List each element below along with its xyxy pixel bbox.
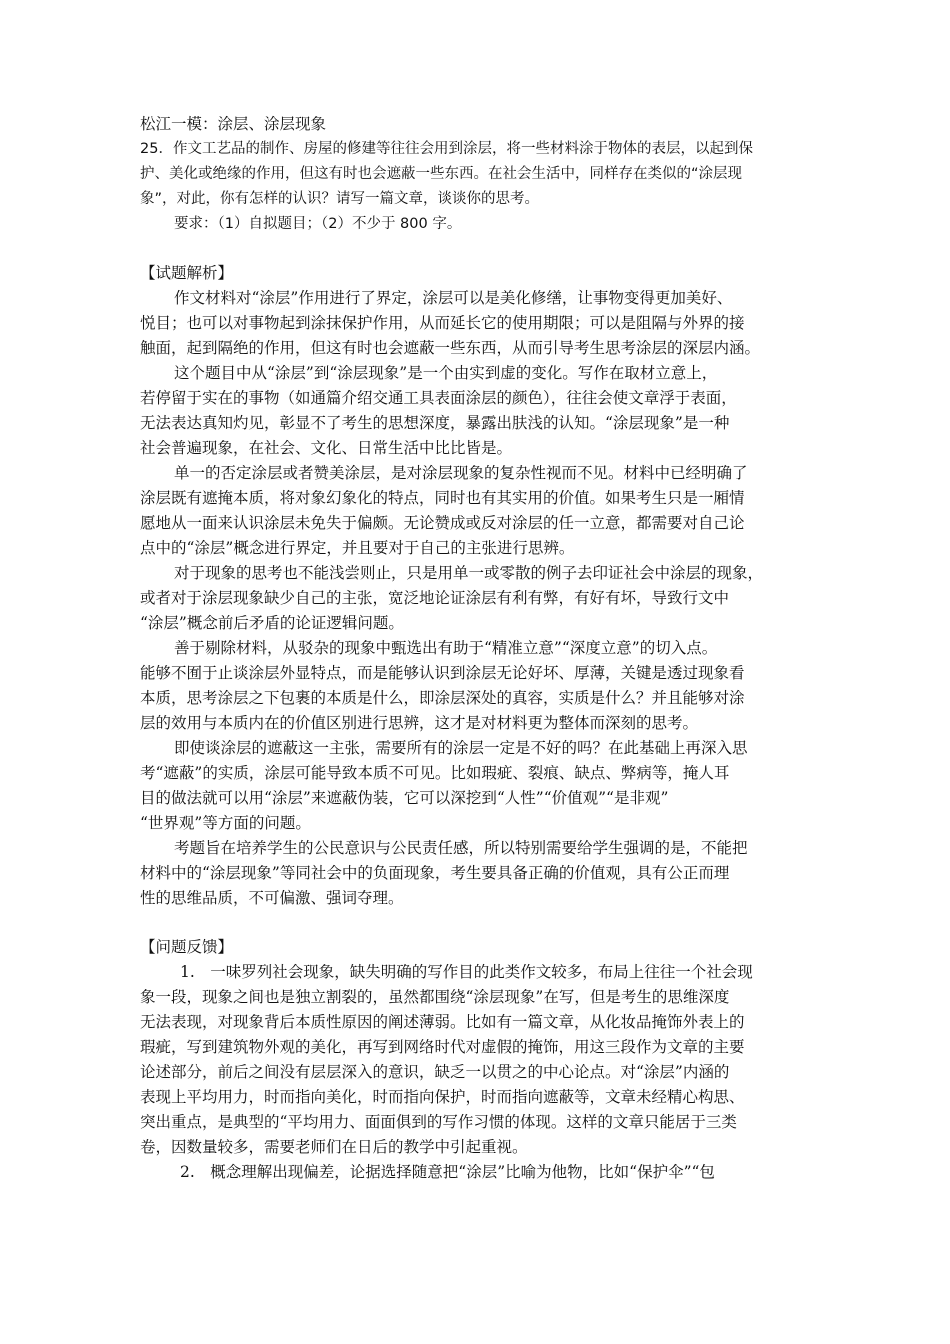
- paragraph-line: “涂层”概念前后矛盾的论证逻辑问题。: [140, 614, 404, 632]
- paragraph-line: 性的思维品质，不可偏激、强词夺理。: [140, 889, 404, 907]
- analysis-paragraph-7: [140, 836, 820, 911]
- paragraph-line: 涂层既有遮掩本质，将对象幻象化的特点，同时也有其实用的价值。如果考生只是一厢情: [140, 489, 745, 507]
- paragraph-line: 本质，思考涂层之下包裹的本质是什么，即涂层深处的真容，实质是什么？并且能够对涂: [140, 689, 745, 707]
- paragraph-line: 目的做法就可以用“涂层”来遮蔽伪装，它可以深挖到“人性”“价值观”“是非观”: [140, 789, 669, 807]
- paragraph-line: 考“遮蔽”的实质，涂层可能导致本质不可见。比如瑕疵、裂痕、缺点、弊病等，掩人耳: [140, 764, 730, 782]
- paragraph-line: 卷，因数量较多，需要老师们在日后的教学中引起重视。: [140, 1138, 528, 1156]
- paragraph-line: 象一段，现象之间也是独立割裂的，虽然都围绕“涂层现象”在写，但是考生的思维深度: [140, 988, 730, 1006]
- paragraph-line: 对于现象的思考也不能浅尝则止，只是用单一或零散的例子去印证社会中涂层的现象，: [174, 564, 764, 582]
- question-line-1: 25．作文工艺品的制作、房屋的修建等往往会用到涂层，将一些材料涂于物体的表层，以起到保: [140, 141, 753, 157]
- analysis-paragraph-5: [140, 636, 820, 736]
- paragraph-line: 无法表现，对现象背后本质性原因的阐述薄弱。比如有一篇文章，从化妆品掩饰外表上的: [140, 1013, 745, 1031]
- paragraph-line: 善于剔除材料，从驳杂的现象中甄选出有助于“精准立意”“深度立意”的切入点。: [174, 639, 718, 657]
- paragraph-line: “世界观”等方面的问题。: [140, 814, 311, 832]
- paragraph-line: 若停留于实在的事物（如通篇介绍交通工具表面涂层的颜色），往往会使文章浮于表面，: [140, 389, 737, 407]
- paragraph-line: 1. 一味罗列社会现象，缺失明确的写作目的此类作文较多，布局上往往一个社会现: [180, 963, 753, 981]
- paragraph-line: 无法表达真知灼见，彰显不了考生的思想深度，暴露出肤浅的认知。“涂层现象”是一种: [140, 414, 730, 432]
- paragraph-line: 这个题目中从“涂层”到“涂层现象”是一个由实到虚的变化。写作在取材立意上，: [174, 364, 718, 382]
- paragraph-line: 社会普遍现象，在社会、文化、日常生活中比比皆是。: [140, 439, 513, 457]
- paragraph-line: 表现上平均用力，时而指向美化，时而指向保护，时而指向遮蔽等，文章未经精心构思、: [140, 1088, 745, 1106]
- analysis-heading: 【试题解析】: [140, 264, 234, 282]
- paragraph-line: 材料中的“涂层现象”等同社会中的负面现象，考生要具备正确的价值观，具有公正而理: [140, 864, 730, 882]
- spacer: [140, 911, 820, 935]
- analysis-paragraph-4: [140, 561, 820, 636]
- paragraph-line: 触面，起到隔绝的作用，但这有时也会遮蔽一些东西，从而引导考生思考涂层的深层内涵。: [140, 339, 761, 357]
- paragraph-line: 论述部分，前后之间没有层层深入的意识，缺乏一以贯之的中心论点。对“涂层”内涵的: [140, 1063, 730, 1081]
- paragraph-line: 点中的“涂层”概念进行界定，并且要对于自己的主张进行思辨。: [140, 539, 575, 557]
- source-title: 松江一模：涂层、涂层现象: [140, 115, 327, 133]
- question-requirement: 要求：（1）自拟题目；（2）不少于 800 字。: [174, 216, 462, 232]
- paragraph-line: 或者对于涂层现象缺少自己的主张，宽泛地论证涂层有利有弊，有好有坏，导致行文中: [140, 589, 730, 607]
- paragraph-line: 愿地从一面来认识涂层未免失于偏颇。无论赞成或反对涂层的任一立意，都需要对自己论: [140, 514, 745, 532]
- analysis-paragraph-6: [140, 736, 820, 836]
- paragraph-line: 悦目；也可以对事物起到涂抹保护作用，从而延长它的使用期限；可以是阻隔与外界的接: [140, 314, 745, 332]
- paragraph-line: 瑕疵，写到建筑物外观的美化，再写到网络时代对虚假的掩饰，用这三段作为文章的主要: [140, 1038, 745, 1056]
- analysis-paragraph-2: [140, 361, 820, 461]
- paragraph-line: 考题旨在培养学生的公民意识与公民责任感，所以特别需要给学生强调的是，不能把: [174, 839, 748, 857]
- document-page: [140, 112, 820, 1185]
- paragraph-line: 层的效用与本质内在的价值区别进行思辨，这才是对材料更为整体而深刻的思考。: [140, 714, 699, 732]
- question-line-3: 象”，对此，你有怎样的认识？请写一篇文章，谈谈你的思考。: [140, 191, 540, 207]
- paragraph-line: 作文材料对“涂层”作用进行了界定，涂层可以是美化修缮，让事物变得更加美好、: [174, 289, 733, 307]
- feedback-heading: 【问题反馈】: [140, 938, 234, 956]
- paragraph-line: 2. 概念理解出现偏差，论据选择随意把“涂层”比喻为他物，比如“保护伞”“包: [180, 1163, 715, 1181]
- analysis-paragraph-3: [140, 461, 820, 561]
- paragraph-line: 突出重点，是典型的“平均用力、面面俱到的写作习惯的体现。这样的文章只能居于三类: [140, 1113, 737, 1131]
- feedback-item-2: [140, 1160, 820, 1185]
- question-line-2: 护、美化或绝缘的作用，但这有时也会遮蔽一些东西。在社会生活中，同样存在类似的“涂层现: [140, 166, 743, 182]
- paragraph-line: 单一的否定涂层或者赞美涂层，是对涂层现象的复杂性视而不见。材料中已经明确了: [174, 464, 748, 482]
- paragraph-line: 即使谈涂层的遮蔽这一主张，需要所有的涂层一定是不好的吗？在此基础上再深入思: [174, 739, 748, 757]
- paragraph-line: 能够不囿于止谈涂层外显特点，而是能够认识到涂层无论好坏、厚薄，关键是透过现象看: [140, 664, 745, 682]
- analysis-paragraph-1: [140, 286, 820, 361]
- feedback-item-1: [140, 960, 820, 1160]
- spacer: [140, 237, 820, 261]
